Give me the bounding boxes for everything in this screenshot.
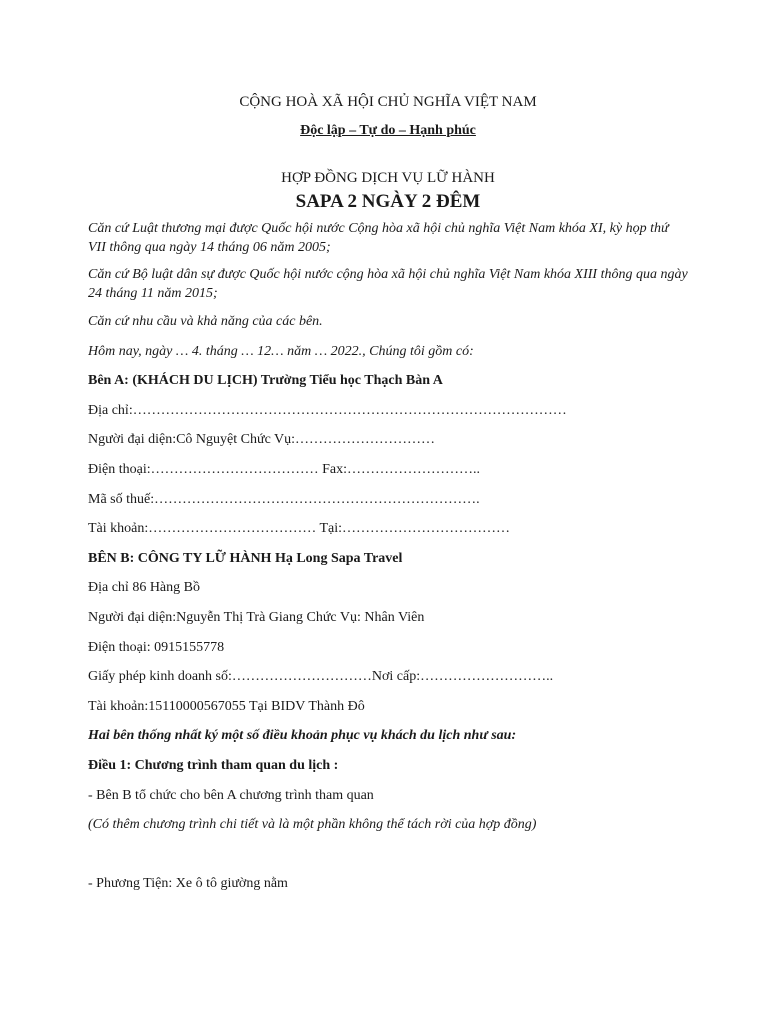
- article-1-item: - Bên B tổ chức cho bên A chương trình tham quan: [88, 787, 374, 803]
- party-b-phone: Điện thoại: 0915155778: [88, 639, 225, 655]
- article-1-note: (Có thêm chương trình chi tiết và là một phần không thể tách rời của hợp đồng): [88, 817, 537, 833]
- party-b-account: Tài khoản:15110000567055 Tại BIDV Thành Đô: [88, 698, 365, 714]
- party-a-heading: Bên A: (KHÁCH DU LỊCH) Trường Tiểu học Thạch Bàn A: [88, 373, 443, 389]
- party-a-account: Tài khoản:……………………………… Tại:………………………………: [88, 521, 511, 537]
- party-b-address: Địa chỉ 86 Hàng Bồ: [88, 580, 200, 596]
- contract-subtitle: SAPA 2 NGÀY 2 ĐÊM: [295, 191, 481, 212]
- preamble-basis-3: Căn cứ nhu cầu và khả năng của các bên.: [88, 314, 323, 329]
- date-line: Hôm nay, ngày … 4. tháng … 12… năm … 2022., Chúng tôi gồm có:: [88, 343, 474, 359]
- article-1-title: Điều 1: Chương trình tham quan du lịch :: [88, 757, 339, 773]
- preamble-basis-2: Căn cứ Bộ luật dân sự được Quốc hội nước cộng hòa xã hội chủ nghĩa Việt Nam khóa XIII thông qua ngày 24 tháng 11 năm 2015;: [88, 267, 688, 301]
- party-a-address: Địa chỉ:…………………………………………………………………………………: [88, 402, 567, 418]
- party-a-tax-code: Mã số thuế:…………………………………………………………….: [88, 491, 480, 507]
- contract-title: HỢP ĐỒNG DỊCH VỤ LỮ HÀNH: [281, 170, 495, 186]
- party-b-heading: BÊN B: CÔNG TY LỮ HÀNH Hạ Long Sapa Travel: [88, 550, 403, 566]
- party-b-license: Giấy phép kinh doanh số:…………………………Nơi cấp:………………………..: [88, 669, 554, 685]
- party-a-phone-fax: Điện thoại:……………………………… Fax:………………………..: [88, 461, 480, 477]
- transport-line: - Phương Tiện: Xe ô tô giường nằm: [88, 875, 288, 891]
- party-a-representative: Người đại diện:Cô Nguyệt Chức Vụ:…………………………: [88, 432, 436, 448]
- agreement-statement: Hai bên thống nhất ký một số điều khoản phục vụ khách du lịch như sau:: [88, 728, 517, 744]
- motto: Độc lập – Tự do – Hạnh phúc: [300, 123, 476, 138]
- party-b-representative: Người đại diện:Nguyễn Thị Trà Giang Chức Vụ: Nhân Viên: [88, 609, 425, 625]
- national-title: CỘNG HOÀ XÃ HỘI CHỦ NGHĨA VIỆT NAM: [239, 94, 537, 110]
- preamble-basis-1: Căn cứ Luật thương mại được Quốc hội nước Cộng hòa xã hội chủ nghĩa Việt Nam khóa XI, kỳ họp thứ VII thông qua ngày 14 tháng 06 năm 2005;: [88, 221, 669, 255]
- contract-document: [88, 90, 688, 898]
